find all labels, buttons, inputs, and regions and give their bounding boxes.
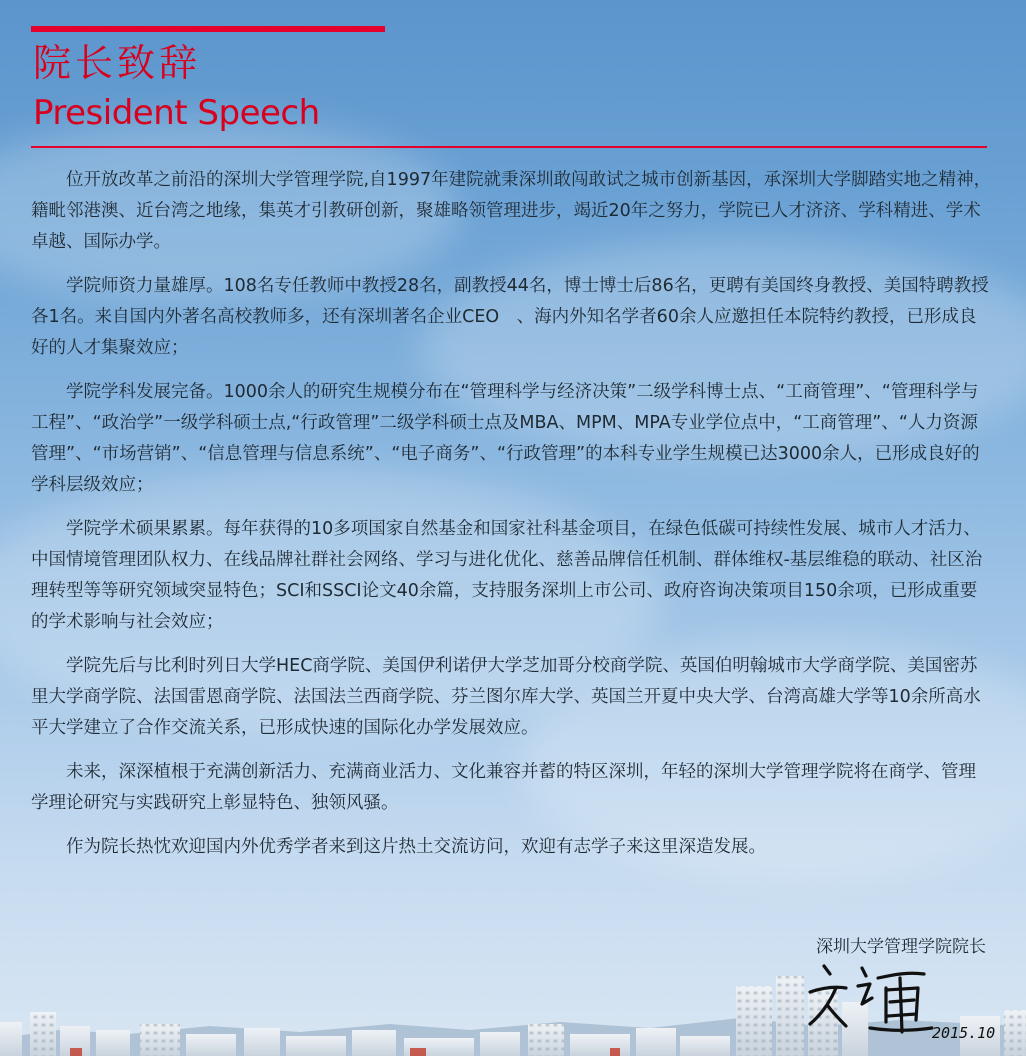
speech-paragraph: 未来，深深植根于充满创新活力、充满商业活力、文化兼容并蓄的特区深圳，年轻的深圳大学管理学院将在商学、管理学理论研究与实践研究上彰显特色、独领风骚。 bbox=[31, 762, 976, 813]
speech-body bbox=[31, 165, 993, 876]
speech-paragraph: 作为院长热忱欢迎国内外优秀学者来到这片热土交流访问，欢迎有志学子来这里深造发展。 bbox=[66, 837, 766, 857]
signature-date: 2015.10 bbox=[932, 1024, 996, 1042]
page-title-english: President Speech bbox=[33, 93, 320, 133]
header-accent-bar bbox=[31, 26, 385, 32]
signature-title: 深圳大学管理学院院长 bbox=[816, 937, 986, 957]
speech-paragraph: 学院学术硕果累累。每年获得的10多项国家自然基金和国家社科基金项目，在绿色低碳可持续性发展、城市人才活力、中国情境管理团队权力、在线品牌社群社会网络、学习与进化优化、慈善品牌信任机制、群体维权-基层维稳的联动、社区治理转型等等研究领域突显特色；SCI和SSCI论文40余篇，支持服务深圳上市公司、政府咨询决策项目150余项，已形成重要的学术影响与社会效应； bbox=[31, 519, 983, 632]
page-title-chinese: 院长致辞 bbox=[33, 41, 202, 85]
title-divider bbox=[31, 146, 987, 148]
speech-paragraph: 学院师资力量雄厚。108名专任教师中教授28名，副教授44名，博士博士后86名，更聘有美国终身教授、美国特聘教授各1名。来自国内外著名高校教师多，还有深圳著名企业CEO 、海内外知名学者60余人应邀担任本院特约教授，已形成良好的人才集聚效应； bbox=[31, 276, 989, 358]
speech-paragraph: 学院学科发展完备。1000余人的研究生规模分布在“管理科学与经济决策”二级学科博士点、“工商管理”、“管理科学与工程”、“政治学”一级学科硕士点,“行政管理”二级学科硕士点及MBA、MPM、MPA专业学位点中，“工商管理”、“人力资源管理”、“市场营销”、“信息管理与信息系统”、“电子商务”、“行政管理”的本科专业学生规模已达3000余人，已形成良好的学科层级效应； bbox=[31, 382, 980, 495]
speech-paragraph: 学院先后与比利时列日大学HEC商学院、美国伊利诺伊大学芝加哥分校商学院、英国伯明翰城市大学商学院、美国密苏里大学商学院、法国雷恩商学院、法国法兰西商学院、芬兰图尔库大学、英国兰开夏中央大学、台湾高雄大学等10余所高水平大学建立了合作交流关系，已形成快速的国际化办学发展效应。 bbox=[31, 656, 981, 738]
handwritten-signature bbox=[800, 958, 1026, 1056]
speech-paragraph: 位开放改革之前沿的深圳大学管理学院,自1997年建院就秉深圳敢闯敢试之城市创新基因，承深圳大学脚踏实地之精神，籍毗邻港澳、近台湾之地缘，集英才引教研创新，聚雄略领管理进步，竭近20年之努力，学院已人才济济、学科精进、学术卓越、国际办学。 bbox=[31, 170, 992, 252]
